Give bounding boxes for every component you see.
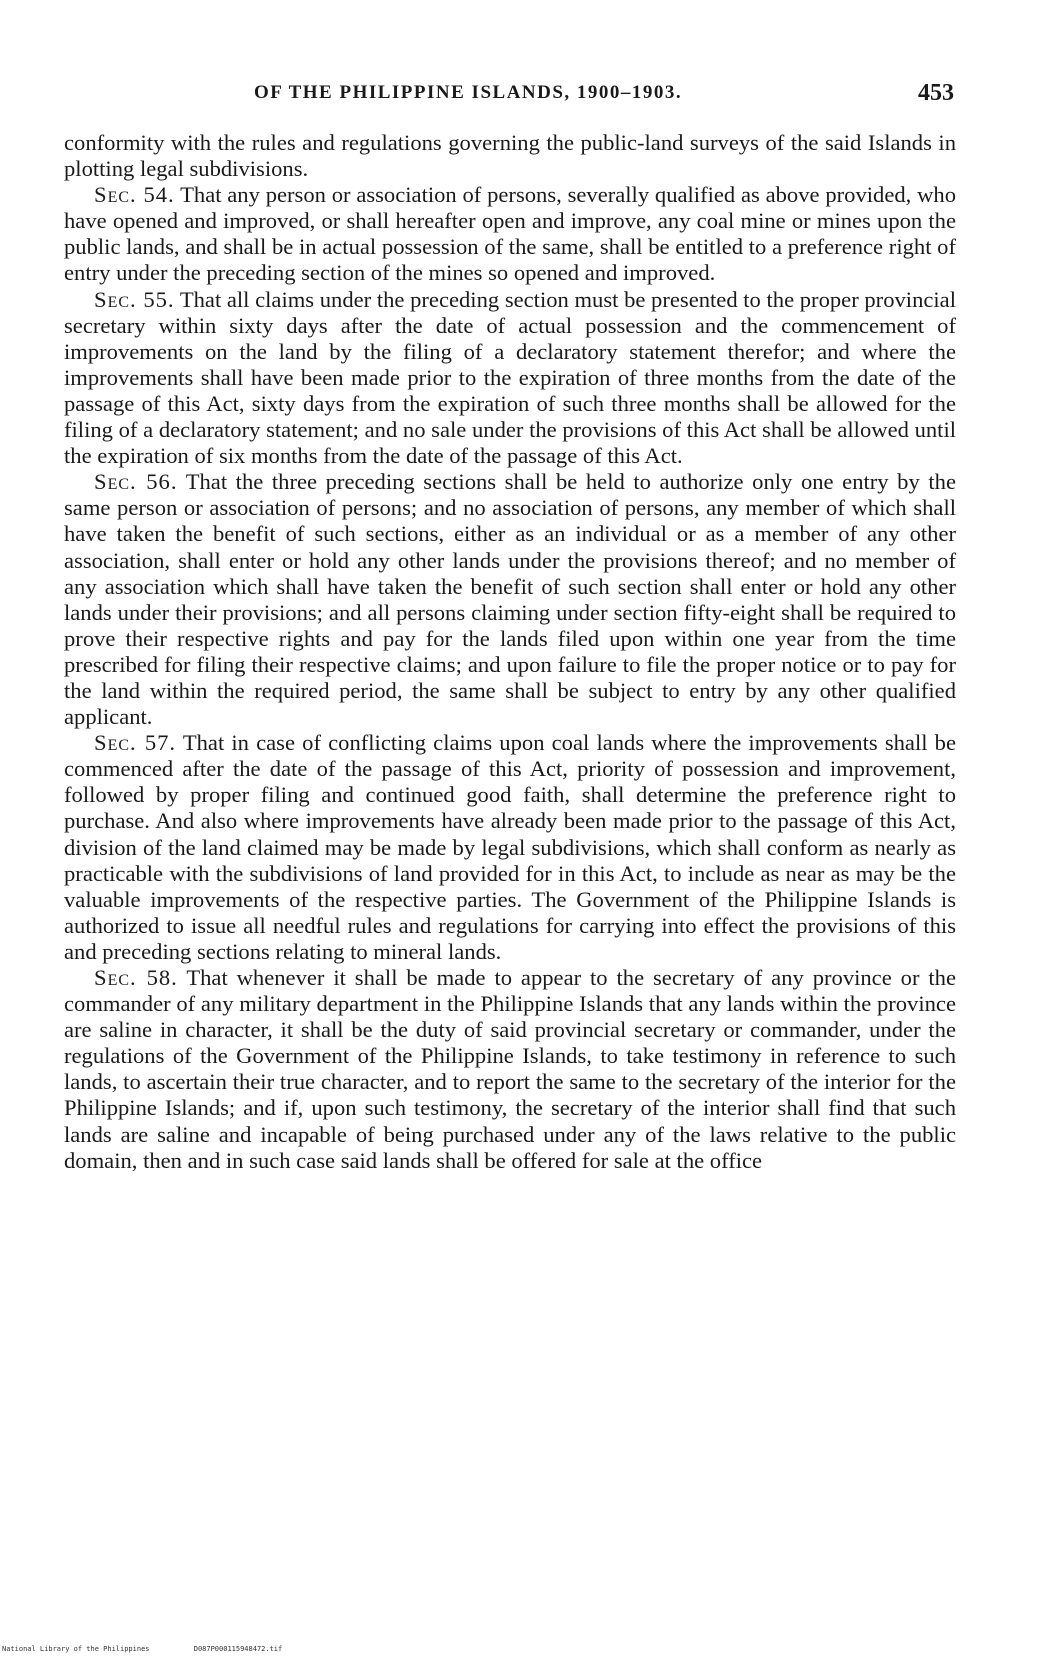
section-text: That all claims under the preceding section must be presented to the proper provincial secretary within sixty days after the date of actual possession and the commencement of improvements on the land by the filing of a declaratory statement therefor; and where the improvements shall have been made prior to the expiration of three months from the date of the passage of this Act, sixty days from the expiration of such three months shall be allowed for the filing of a declaratory statement; and no sale under the provisions of this Act shall be allowed until the expiration of six months from the date of the passage of this Act.: [64, 286, 956, 469]
section-text: That in case of conflicting claims upon coal lands where the improvements shall be commenced after the date of the passage of this Act, priority of possession and improvement, followed by proper filing and continued good faith, shall determine the preference right to purchase. And also where improvements have already been made prior to the passage of this Act, division of the land claimed may be made by legal subdivisions, which shall conform as nearly as practicable with the subdivisions of land provided for in this Act, to include as near as may be the valuable improvements of the respective parties. The Government of the Philippine Islands is authorized to issue all needful rules and regulations for carrying into effect the provisions of this and preceding sections relating to mineral lands.: [64, 730, 956, 964]
scan-footer: [2, 1645, 282, 1653]
section-text: That any person or association of persons, severally qualified as above provided, who have opened and improved, or shall hereafter open and improve, any coal mine or mines upon the public lands, and shall be in actual possession of the same, shall be entitled to a preference right of entry under the preceding section of the mines so opened and improved.: [64, 182, 956, 286]
section-label: Sec. 57.: [94, 730, 177, 756]
section-paragraph: [64, 469, 956, 730]
section-label: Sec. 55.: [94, 286, 175, 312]
footer-library: National Library of the Philippines: [2, 1645, 150, 1653]
body-text: [64, 130, 956, 1174]
section-text: That the three preceding sections shall be held to authorize only one entry by the same person or association of persons; and no association of persons, any member of which shall have taken the benefit of such sections, either as an individual or as a member of any other association, shall enter or hold any other lands under the provisions thereof; and no member of any association which shall have taken the benefit of such section shall enter or hold any other lands under their provisions; and all persons claiming under section fifty-eight shall be required to prove their respective rights and pay for the lands filed upon within one year from the time prescribed for filing their respective claims; and upon failure to file the proper notice or to pay for the land within the required period, the same shall be subject to entry by any other qualified applicant.: [64, 469, 956, 730]
section-label: Sec. 56.: [94, 469, 178, 495]
section-label: Sec. 58.: [94, 965, 178, 990]
section-paragraph: [64, 730, 956, 965]
section-paragraph: [64, 287, 956, 470]
section-paragraph: [64, 965, 956, 1174]
page-number: 453: [918, 80, 954, 106]
continuation-paragraph: conformity with the rules and regulations governing the public-land surveys of the said Islands in plotting legal subdivisions.: [64, 130, 956, 182]
section-paragraph: [64, 182, 956, 286]
section-label: Sec. 54.: [94, 182, 175, 208]
footer-file-id: D087P000115948472.tif: [193, 1645, 283, 1653]
section-text: That whenever it shall be made to appear to the secretary of any province or the commander of any military department in the Philippine Islands that any lands within the province are saline in character, it shall be the duty of said provincial secretary or commander, under the regulations of the Government of the Philippine Islands, to take testimony in reference to such lands, to ascertain their true character, and to report the same to the secretary of the interior for the Philippine Islands; and if, upon such testimony, the secretary of the interior shall find that such lands are saline and incapable of being purchased under any of the laws relative to the public domain, then and in such case said lands shall be offered for sale at the office: [64, 965, 956, 1173]
page-header: [64, 76, 956, 116]
running-head: OF THE PHILIPPINE ISLANDS, 1900–1903.: [254, 82, 683, 103]
